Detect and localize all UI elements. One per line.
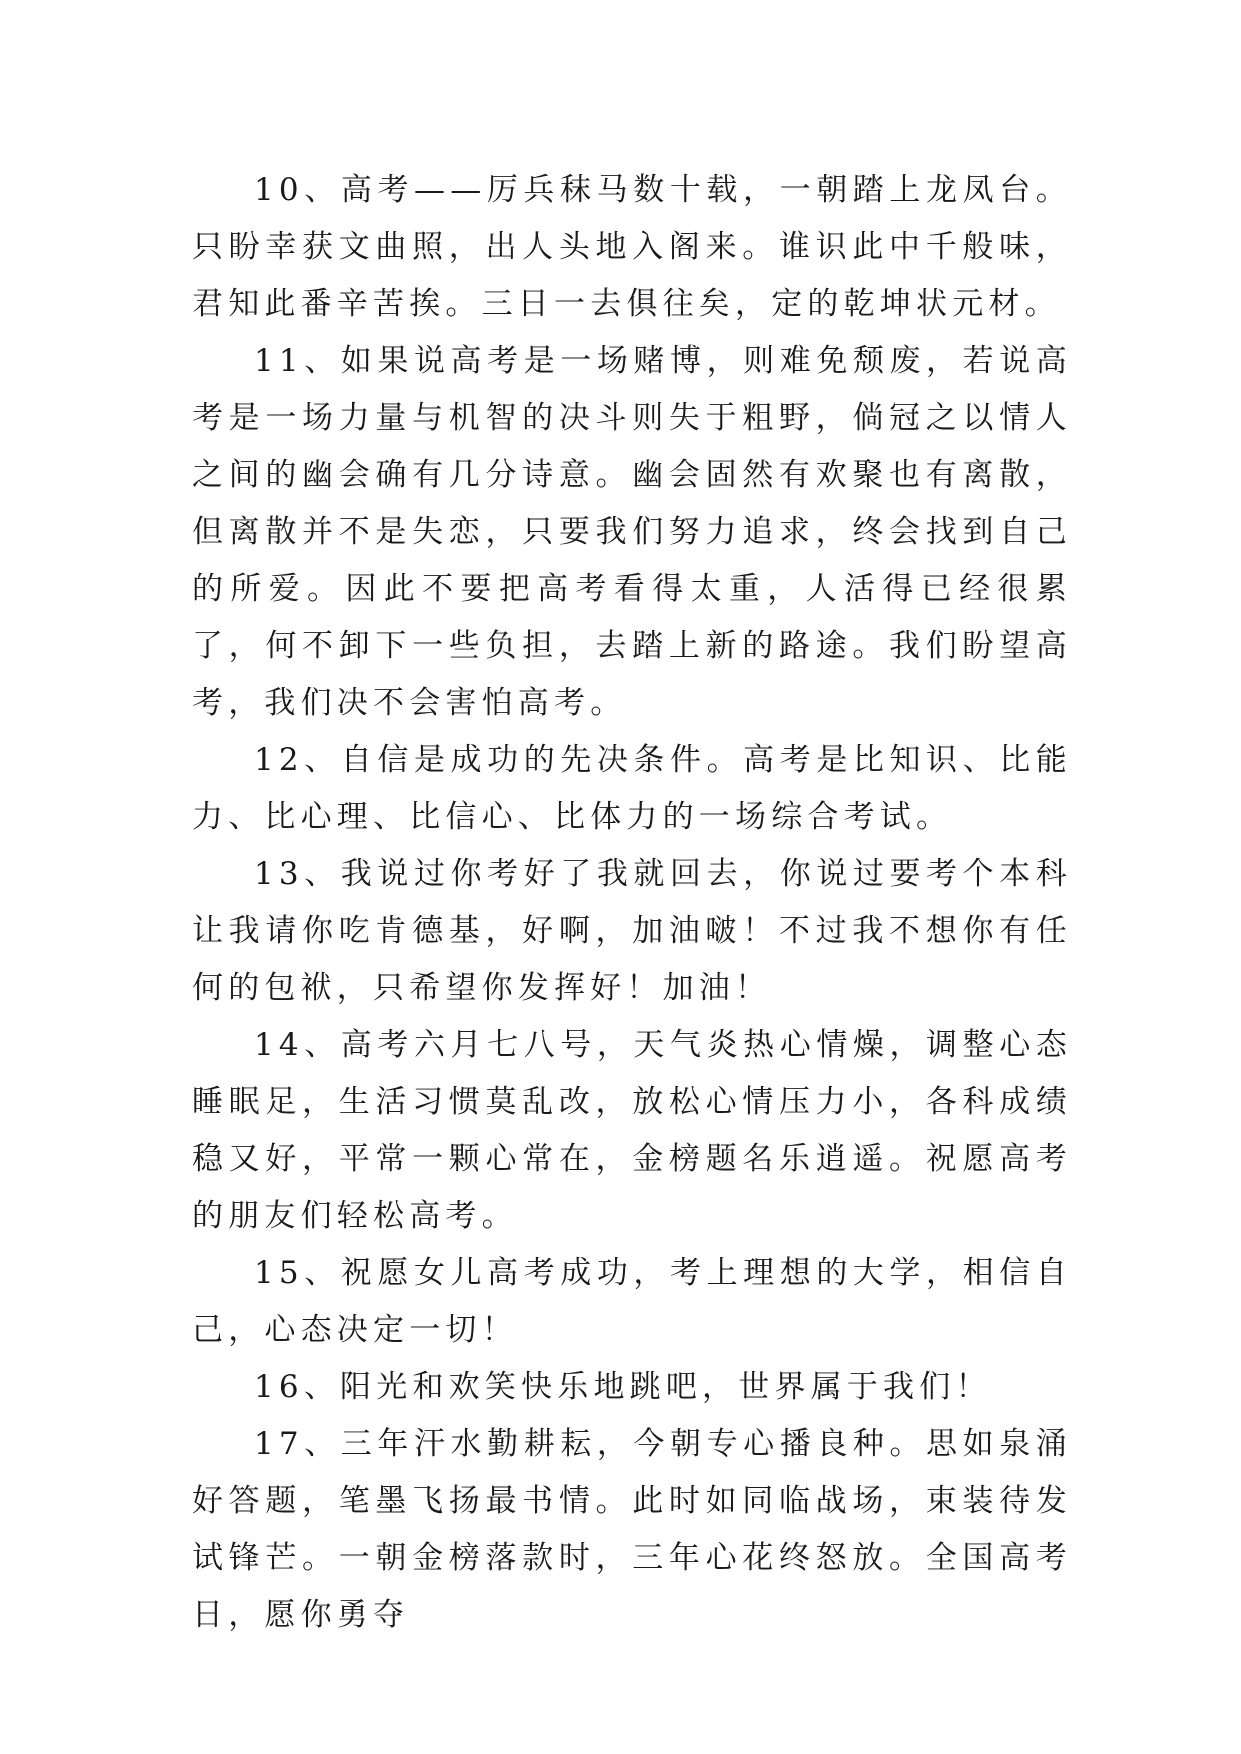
- paragraph-16: 16、阳光和欢笑快乐地跳吧，世界属于我们！: [254, 1369, 992, 1405]
- paragraph-14: 14、高考六月七八号，天气炎热心情燥，调整心态睡眠足，生活习惯莫乱改，放松心情压力小，各科成绩稳又好，平常一颗心常在，金榜题名乐逍遥。祝愿高考的朋友们轻松高考。: [192, 1027, 1072, 1234]
- paragraph-13: 13、我说过你考好了我就回去，你说过要考个本科让我请你吃肯德基，好啊，加油啵！不过我不想你有任何的包袱，只希望你发挥好！加油！: [192, 856, 1072, 1006]
- document-body: [192, 162, 1072, 1644]
- paragraph-12: 12、自信是成功的先决条件。高考是比知识、比能力、比心理、比信心、比体力的一场综合考试。: [192, 742, 1072, 835]
- paragraph-17: 17、三年汗水勤耕耘，今朝专心播良种。思如泉涌好答题，笔墨飞扬最书情。此时如同临战场，束装待发试锋芒。一朝金榜落款时，三年心花终怒放。全国高考日，愿你勇夺: [192, 1426, 1072, 1633]
- paragraph-10: 10、高考——厉兵秣马数十载，一朝踏上龙凤台。只盼幸获文曲照，出人头地入阁来。谁识此中千般味，君知此番辛苦挨。三日一去俱往矣，定的乾坤状元材。: [192, 172, 1072, 322]
- paragraph-11: 11、如果说高考是一场赌博，则难免颓废，若说高考是一场力量与机智的决斗则失于粗野，倘冠之以情人之间的幽会确有几分诗意。幽会固然有欢聚也有离散，但离散并不是失恋，只要我们努力追求，终会找到自己的所爱。因此不要把高考看得太重，人活得已经很累了，何不卸下一些负担，去踏上新的路途。我们盼望高考，我们决不会害怕高考。: [192, 343, 1072, 721]
- paragraph-15: 15、祝愿女儿高考成功，考上理想的大学，相信自己，心态决定一切！: [192, 1255, 1072, 1348]
